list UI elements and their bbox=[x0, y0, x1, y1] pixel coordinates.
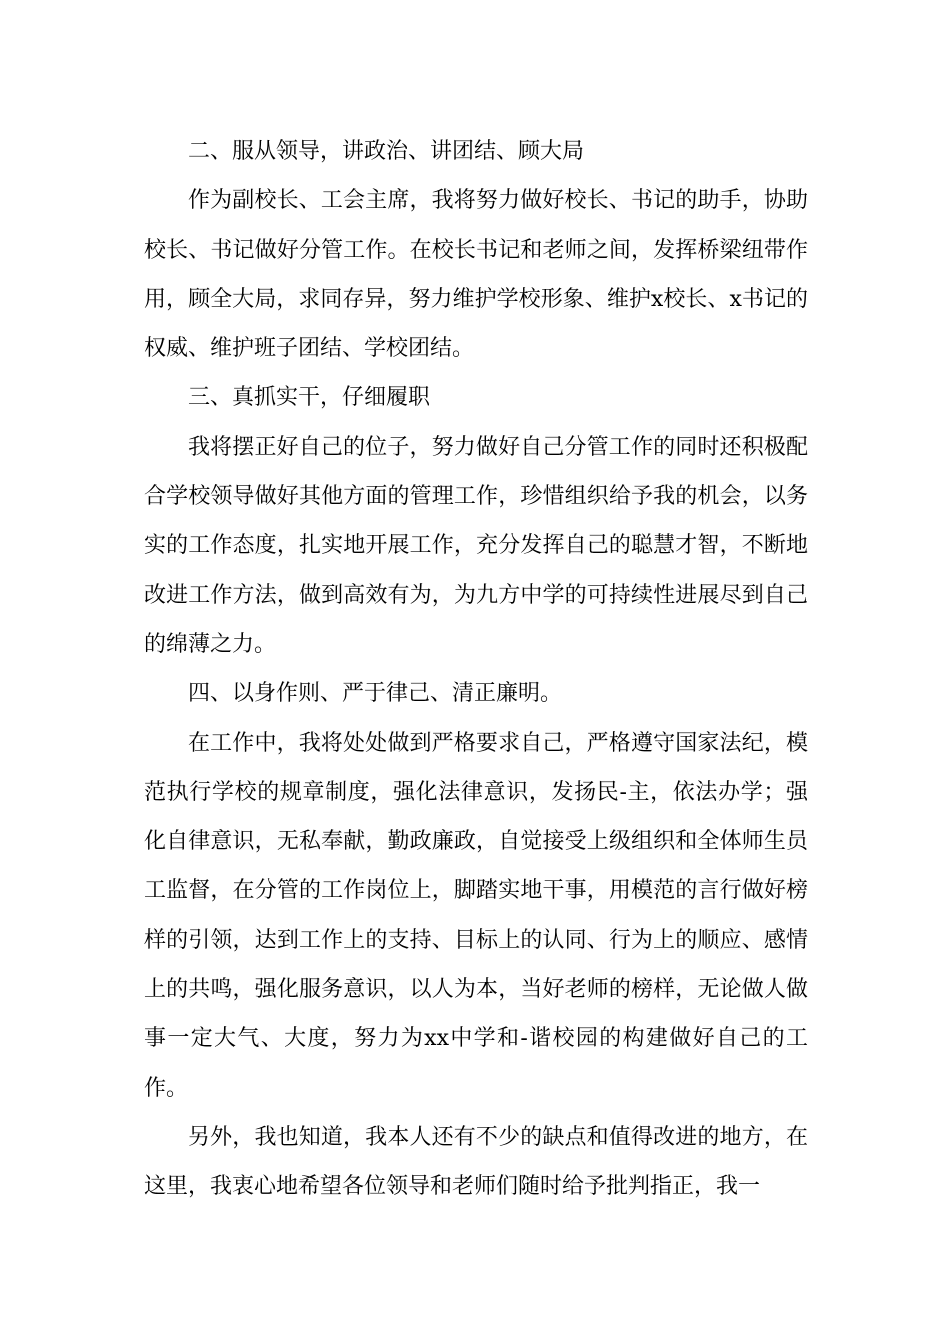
section-heading-4: 四、以身作则、严于律己、清正廉明。 bbox=[188, 681, 563, 707]
paragraph-4: 另外，我也知道，我本人还有不少的缺点和值得改进的地方，在这里，我衷心地希望各位领导和老师们随时给予批判指正，我一 bbox=[144, 1124, 808, 1200]
paragraph-1: 作为副校长、工会主席，我将努力做好校长、书记的助手，协助校长、书记做好分管工作。在校长书记和老师之间，发挥桥梁纽带作用，顾全大局，求同存异，努力维护学校形象、维护x校长、x书记的权威、维护班子团结、学校团结。 bbox=[144, 188, 808, 362]
paragraph-2: 我将摆正好自己的位子，努力做好自己分管工作的同时还积极配合学校领导做好其他方面的管理工作，珍惜组织给予我的机会，以务实的工作态度，扎实地开展工作，充分发挥自己的聪慧才智，不断地改进工作方法，做到高效有为，为九方中学的可持续性进展尽到自己的绵薄之力。 bbox=[144, 434, 808, 657]
section-heading-3: 三、真抓实干，仔细履职 bbox=[188, 385, 431, 411]
document-body bbox=[144, 127, 808, 1212]
paragraph-3: 在工作中，我将处处做到严格要求自己，严格遵守国家法纪，模范执行学校的规章制度，强化法律意识，发扬民-主，依法办学；强化自律意识，无私奉献，勤政廉政，自觉接受上级组织和全体师生员工监督，在分管的工作岗位上，脚踏实地干事，用模范的言行做好榜样的引领，达到工作上的支持、目标上的认同、行为上的顺应、感情上的共鸣，强化服务意识，以人为本，当好老师的榜样，无论做人做事一定大气、大度，努力为xx中学和-谐校园的构建做好自己的工作。 bbox=[144, 730, 808, 1101]
section-heading-2: 二、服从领导，讲政治、讲团结、顾大局 bbox=[188, 139, 585, 164]
